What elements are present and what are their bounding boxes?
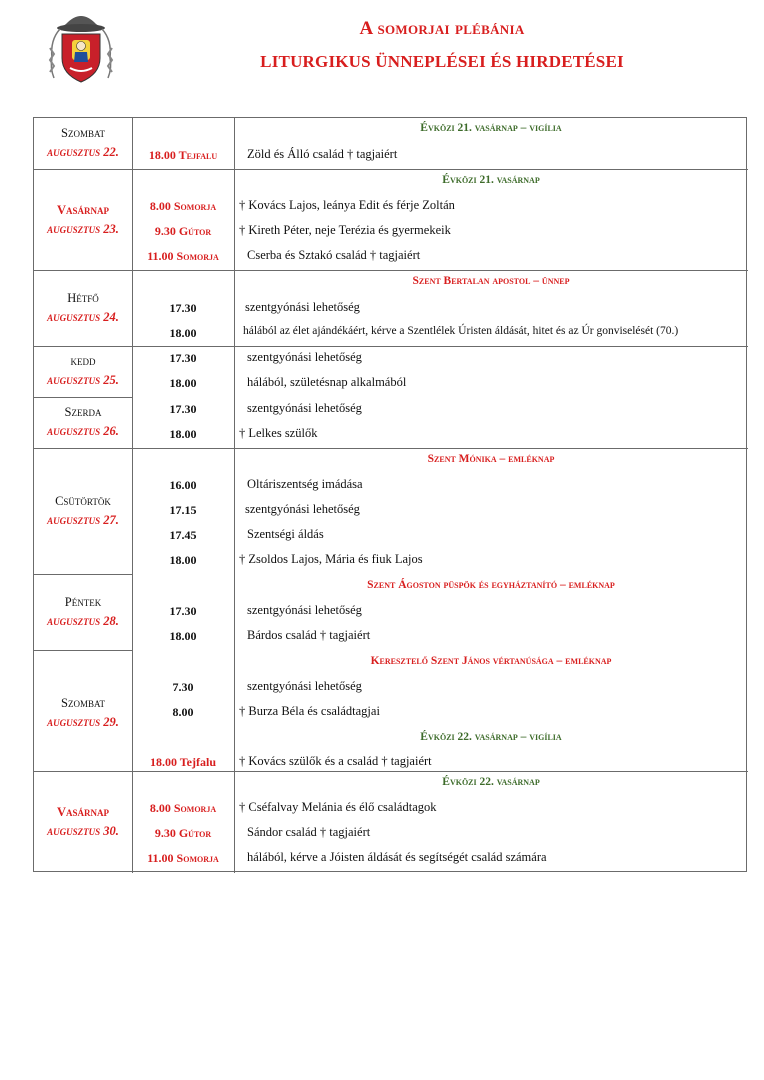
mass-time: 18.00 Tejfalu xyxy=(148,148,218,162)
day-cell xyxy=(34,289,132,327)
feast-title: Szent Mónika – emléknap xyxy=(427,453,555,465)
page-title: A somorjai plébánia xyxy=(359,18,525,39)
page-subtitle: LITURGIKUS ÜNNEPLÉSEI ÉS HIRDETÉSEI xyxy=(260,52,624,71)
mass-intention: † Kovács Lajos, leánya Edit és férje Zoltán xyxy=(239,198,455,212)
day-date: augusztus 26. xyxy=(47,424,119,438)
schedule-table xyxy=(33,117,747,872)
parish-crest-icon xyxy=(44,10,118,84)
mass-time: 18.00 xyxy=(169,629,197,643)
day-cell xyxy=(34,803,132,841)
day-name: Hétfő xyxy=(67,291,99,305)
mass-time: 18.00 Tejfalu xyxy=(149,755,216,769)
mass-time: 18.00 xyxy=(169,376,197,390)
mass-intention: szentgyónási lehetőség xyxy=(247,679,362,693)
mass-intention: Szentségi áldás xyxy=(247,527,324,541)
row-divider xyxy=(34,771,748,772)
day-name: Szombat xyxy=(61,126,105,140)
day-date: augusztus 28. xyxy=(47,614,119,628)
row-divider xyxy=(34,346,748,347)
mass-time: 11.00 Somorja xyxy=(147,851,219,865)
feast-title: Évközi 21. vasárnap – vigília xyxy=(420,122,562,134)
mass-intention: Cserba és Sztakó család † tagjaiért xyxy=(247,248,421,262)
mass-intention: hálából az élet ajándékáért, kérve a Szentlélek Úristen áldását, hitet és az Úr gonviselését (70.) xyxy=(243,325,679,337)
mass-intention: szentgyónási lehetőség xyxy=(247,401,362,415)
day-cell xyxy=(34,593,132,631)
row-divider xyxy=(34,448,748,449)
day-date: augusztus 29. xyxy=(47,715,119,729)
mass-time: 17.15 xyxy=(169,503,197,517)
mass-intention: † Burza Béla és családtagjai xyxy=(239,704,380,718)
day-name: Péntek xyxy=(64,595,102,609)
mass-intention: † Lelkes szülők xyxy=(239,426,318,440)
day-cell xyxy=(34,694,132,732)
mass-time: 18.00 xyxy=(169,427,197,441)
day-divider xyxy=(34,650,132,651)
mass-time: 8.00 Somorja xyxy=(149,801,217,815)
mass-time: 11.00 Somorja xyxy=(147,249,219,263)
mass-intention: † Kovács szülők és a család † tagjaiért xyxy=(239,754,432,768)
mass-time: 17.30 xyxy=(169,301,197,315)
day-date: augusztus 23. xyxy=(47,222,119,236)
column-divider xyxy=(234,118,235,873)
mass-time: 9.30 Gútor xyxy=(154,826,212,840)
day-name: kedd xyxy=(70,354,96,368)
mass-intention: Zöld és Álló család † tagjaiért xyxy=(247,147,398,161)
mass-intention: Sándor család † tagjaiért xyxy=(247,825,371,839)
mass-intention: szentgyónási lehetőség xyxy=(245,502,360,516)
day-cell xyxy=(34,492,132,530)
mass-intention: † Kireth Péter, neje Terézia és gyermekeik xyxy=(239,223,451,237)
day-divider xyxy=(34,574,132,575)
mass-time: 17.30 xyxy=(169,604,197,618)
day-divider xyxy=(34,397,132,398)
feast-title: Szent Ágoston püspök és egyháztanító – emléknap xyxy=(367,579,615,591)
mass-time: 17.45 xyxy=(169,528,197,542)
mass-time: 9.30 Gútor xyxy=(154,224,212,238)
mass-time: 18.00 xyxy=(169,326,197,340)
row-divider xyxy=(34,270,748,271)
day-name: Csütörtök xyxy=(55,494,111,508)
mass-intention: Bárdos család † tagjaiért xyxy=(247,628,371,642)
day-date: augusztus 27. xyxy=(47,513,119,527)
day-name: Vasárnap xyxy=(56,203,110,217)
mass-intention: Oltáriszentség imádása xyxy=(247,477,363,491)
mass-time: 17.30 xyxy=(169,402,197,416)
mass-intention: hálából, születésnap alkalmából xyxy=(247,375,407,389)
day-date: augusztus 22. xyxy=(47,145,119,159)
day-cell xyxy=(34,124,132,162)
feast-title: Szent Bertalan apostol – ünnep xyxy=(412,275,570,287)
mass-time: 16.00 xyxy=(169,478,197,492)
mass-intention: † Cséfalvay Melánia és élő családtagok xyxy=(239,800,437,814)
feast-title: Keresztelő Szent János vértanúsága – emléknap xyxy=(370,655,612,667)
day-date: augusztus 25. xyxy=(47,373,119,387)
mass-time: 8.00 Somorja xyxy=(149,199,217,213)
day-cell xyxy=(34,352,132,390)
day-name: Vasárnap xyxy=(56,805,110,819)
mass-time: 7.30 xyxy=(172,680,194,694)
day-date: augusztus 30. xyxy=(47,824,119,838)
day-name: Szombat xyxy=(61,696,105,710)
feast-title: Évközi 22. vasárnap – vigília xyxy=(420,731,562,743)
mass-intention: szentgyónási lehetőség xyxy=(247,350,362,364)
mass-time: 17.30 xyxy=(169,351,197,365)
day-cell xyxy=(34,403,132,441)
feast-title: Évközi 21. vasárnap xyxy=(442,174,540,186)
day-cell xyxy=(34,201,132,239)
mass-intention: hálából, kérve a Jóisten áldását és segítségét család számára xyxy=(247,850,547,864)
mass-intention: szentgyónási lehetőség xyxy=(247,603,362,617)
day-date: augusztus 24. xyxy=(47,310,119,324)
mass-time: 8.00 xyxy=(172,705,194,719)
day-name: Szerda xyxy=(64,405,102,419)
mass-intention: szentgyónási lehetőség xyxy=(245,300,360,314)
feast-title: Évközi 22. vasárnap xyxy=(442,776,540,788)
mass-time: 18.00 xyxy=(169,553,197,567)
mass-intention: † Zsoldos Lajos, Mária és fiuk Lajos xyxy=(239,552,423,566)
row-divider xyxy=(34,169,748,170)
